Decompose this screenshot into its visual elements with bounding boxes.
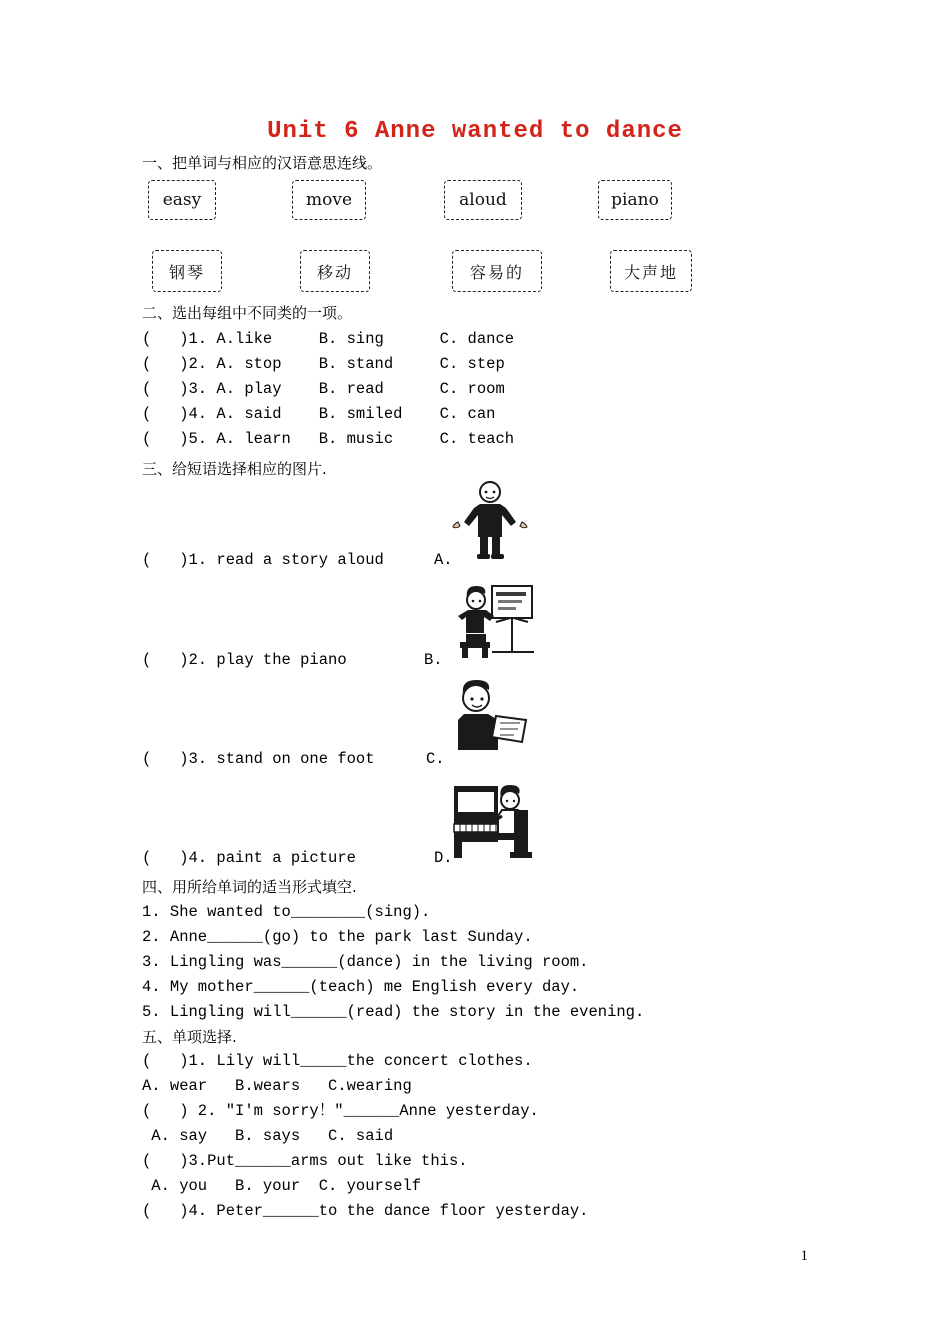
- section-two-item-5[interactable]: ( )5. A. learn B. music C. teach: [142, 430, 515, 448]
- word-label: move: [305, 190, 353, 210]
- word-label: 钢琴: [168, 262, 205, 282]
- word-label: piano: [611, 190, 659, 210]
- section-one-heading: 一、把单词与相应的汉语意思连线。: [142, 154, 383, 172]
- word-box-aloud-cn[interactable]: [610, 250, 692, 292]
- section-two-item-2[interactable]: ( )2. A. stop B. stand C. step: [142, 355, 505, 373]
- word-box-move[interactable]: [292, 180, 366, 220]
- word-box-easy-cn[interactable]: [452, 250, 542, 292]
- section-four-item-2[interactable]: 2. Anne______(go) to the park last Sunday.: [142, 928, 533, 946]
- boy-arms-out-picture: [450, 478, 530, 560]
- section-three-item-1[interactable]: ( )1. read a story aloud: [142, 551, 384, 569]
- word-label: aloud: [459, 190, 507, 210]
- word-label: 移动: [316, 262, 353, 282]
- section-five-item-2[interactable]: ( ) 2. "I'm sorry！"______Anne yesterday.: [142, 1102, 539, 1120]
- word-box-easy[interactable]: [148, 180, 216, 220]
- section-five-heading: 五、单项选择.: [142, 1028, 237, 1046]
- section-three-letter-d: D.: [434, 849, 453, 867]
- section-two-item-4[interactable]: ( )4. A. said B. smiled C. can: [142, 405, 496, 423]
- section-three-letter-a: A.: [434, 551, 453, 569]
- section-three-letter-b: B.: [424, 651, 443, 669]
- word-box-piano-cn[interactable]: [152, 250, 222, 292]
- section-five-choices-2[interactable]: A. say B. says C. said: [142, 1127, 394, 1145]
- section-five-item-3[interactable]: ( )3.Put______arms out like this.: [142, 1152, 468, 1170]
- section-four-item-3[interactable]: 3. Lingling was______(dance) in the living room.: [142, 953, 589, 971]
- word-box-piano[interactable]: [598, 180, 672, 220]
- boy-reading-paper-picture: [446, 678, 538, 758]
- word-box-aloud[interactable]: [444, 180, 522, 220]
- page-title: Unit 6 Anne wanted to dance: [267, 118, 683, 145]
- section-three-letter-c: C.: [426, 750, 445, 768]
- section-two-item-1[interactable]: ( )1. A.like B. sing C. dance: [142, 330, 515, 348]
- page-number: 1: [800, 1248, 808, 1264]
- section-five-item-1[interactable]: ( )1. Lily will_____the concert clothes.: [142, 1052, 533, 1070]
- word-box-move-cn[interactable]: [300, 250, 370, 292]
- section-three-item-3[interactable]: ( )3. stand on one foot: [142, 750, 375, 768]
- word-label: 大声地: [623, 262, 678, 282]
- girl-painting-easel-picture: [452, 578, 538, 660]
- section-two-heading: 二、选出每组中不同类的一项。: [142, 304, 353, 322]
- section-four-item-5[interactable]: 5. Lingling will______(read) the story in the evening.: [142, 1003, 645, 1021]
- section-five-choices-3[interactable]: A. you B. your C. yourself: [142, 1177, 422, 1195]
- section-four-heading: 四、用所给单词的适当形式填空.: [142, 878, 357, 896]
- section-three-item-4[interactable]: ( )4. paint a picture: [142, 849, 356, 867]
- girl-at-piano-picture: [452, 780, 534, 860]
- section-three-heading: 三、给短语选择相应的图片.: [142, 460, 327, 478]
- section-four-item-1[interactable]: 1. She wanted to________(sing).: [142, 903, 431, 921]
- section-five-choices-1[interactable]: A. wear B.wears C.wearing: [142, 1077, 412, 1095]
- word-label: 容易的: [469, 262, 524, 282]
- section-two-item-3[interactable]: ( )3. A. play B. read C. room: [142, 380, 505, 398]
- section-five-item-4[interactable]: ( )4. Peter______to the dance floor yesterday.: [142, 1202, 589, 1220]
- section-three-item-2[interactable]: ( )2. play the piano: [142, 651, 347, 669]
- word-label: easy: [162, 190, 202, 210]
- section-four-item-4[interactable]: 4. My mother______(teach) me English every day.: [142, 978, 580, 996]
